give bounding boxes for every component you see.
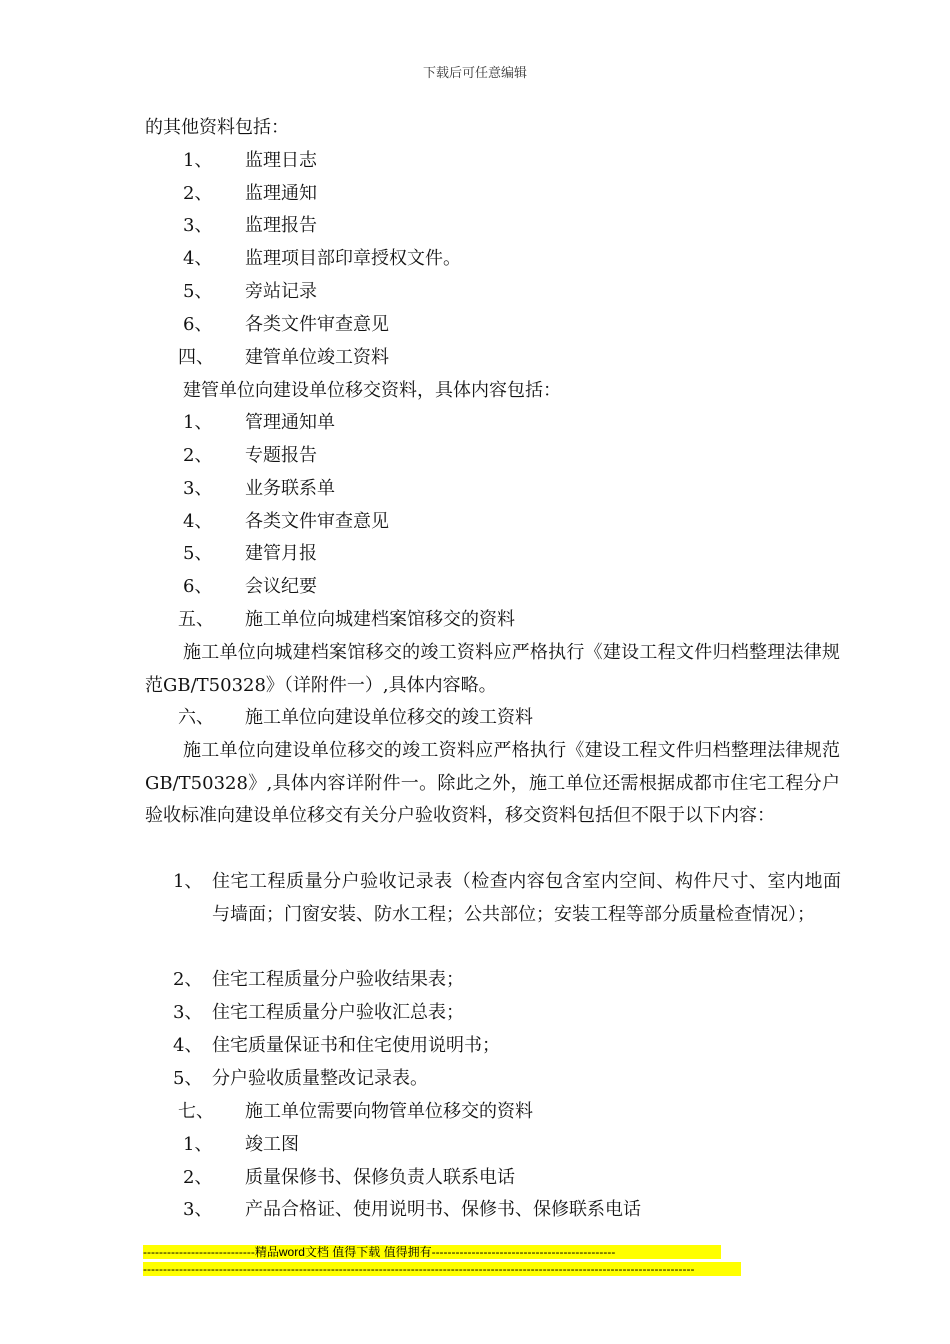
section-number: 四、 — [178, 347, 214, 368]
list-number: 4、 — [183, 511, 213, 532]
footer-rule: ------------------------------------------------------------------------------------------------------------------------------------------ — [143, 1262, 741, 1276]
list-number: 1、 — [183, 412, 213, 433]
list-item — [173, 866, 841, 931]
list-text: 管理通知单 — [245, 412, 335, 433]
list-number: 3、 — [183, 1199, 213, 1220]
list-text: 产品合格证、使用说明书、保修书、保修联系电话 — [245, 1199, 641, 1220]
list-text: 各类文件审查意见 — [245, 314, 389, 335]
list-number: 1、 — [183, 1134, 213, 1155]
list-text: 住宅工程质量分户验收结果表； — [212, 969, 464, 990]
list-item — [173, 997, 841, 1030]
list-text: 业务联系单 — [245, 478, 335, 499]
list-number: 6、 — [183, 314, 213, 335]
section-number: 七、 — [178, 1101, 214, 1122]
section-title: 建管单位竣工资料 — [245, 347, 389, 368]
list-number: 3、 — [173, 1002, 203, 1023]
section-title: 施工单位向城建档案馆移交的资料 — [245, 609, 515, 630]
section-title: 施工单位向建设单位移交的竣工资料 — [245, 707, 533, 728]
list-text: 住宅工程质量分户验收汇总表； — [212, 1002, 464, 1023]
list-text: 各类文件审查意见 — [245, 511, 389, 532]
section-title: 施工单位需要向物管单位移交的资料 — [245, 1101, 533, 1122]
list-number: 2、 — [183, 1167, 213, 1188]
paragraph: 施工单位向城建档案馆移交的竣工资料应严格执行《建设工程文件归档整理法律规范GB/T50328》（详附件一）,具体内容略。 — [145, 642, 840, 696]
list-number: 3、 — [183, 215, 213, 236]
list-number: 4、 — [173, 1035, 203, 1056]
list-text: 专题报告 — [245, 445, 317, 466]
list-number: 6、 — [183, 576, 213, 597]
list-text: 监理报告 — [245, 215, 317, 236]
list-number: 5、 — [183, 543, 213, 564]
list-text: 竣工图 — [245, 1134, 299, 1155]
list-text: 旁站记录 — [245, 281, 317, 302]
list-number: 1、 — [183, 150, 213, 171]
list-item — [173, 964, 841, 997]
list-number: 2、 — [173, 969, 203, 990]
list-text: 会议纪要 — [245, 576, 317, 597]
paragraph: 施工单位向建设单位移交的竣工资料应严格执行《建设工程文件归档整理法律规范GB/T50328》,具体内容详附件一。除此之外，施工单位还需根据成都市住宅工程分户验收标准向建设单位移交有关分户验收资料，移交资料包括但不限于以下内容： — [145, 740, 840, 826]
list-number: 2、 — [183, 445, 213, 466]
list-number: 1、 — [173, 871, 203, 892]
list-text: 监理通知 — [245, 183, 317, 204]
list-item — [173, 1063, 841, 1096]
list-text: 质量保修书、保修负责人联系电话 — [245, 1167, 515, 1188]
intro-text: 的其他资料包括： — [145, 117, 289, 138]
list-number: 5、 — [173, 1068, 203, 1089]
list-number: 3、 — [183, 478, 213, 499]
list-number: 4、 — [183, 248, 213, 269]
page-header: 下载后可任意编辑 — [422, 66, 527, 81]
list-item — [173, 1030, 841, 1063]
footer-banner: ----------------------------精品word文档 值得下载 值得拥有---------------------------------------------- — [143, 1245, 721, 1259]
section-lead: 建管单位向建设单位移交资料，具体内容包括： — [183, 380, 561, 401]
section-number: 五、 — [178, 609, 214, 630]
list-number: 5、 — [183, 281, 213, 302]
section-number: 六、 — [178, 707, 214, 728]
list-number: 2、 — [183, 183, 213, 204]
list-text: 住宅工程质量分户验收记录表（检查内容包含室内空间、构件尺寸、室内地面与墙面；门窗安装、防水工程；公共部位；安装工程等部分质量检查情况）； — [212, 871, 841, 925]
list-text: 建管月报 — [245, 543, 317, 564]
list-text: 分户验收质量整改记录表。 — [212, 1068, 428, 1089]
list-text: 监理项目部印章授权文件。 — [245, 248, 461, 269]
list-text: 住宅质量保证书和住宅使用说明书； — [212, 1035, 500, 1056]
list-text: 监理日志 — [245, 150, 317, 171]
